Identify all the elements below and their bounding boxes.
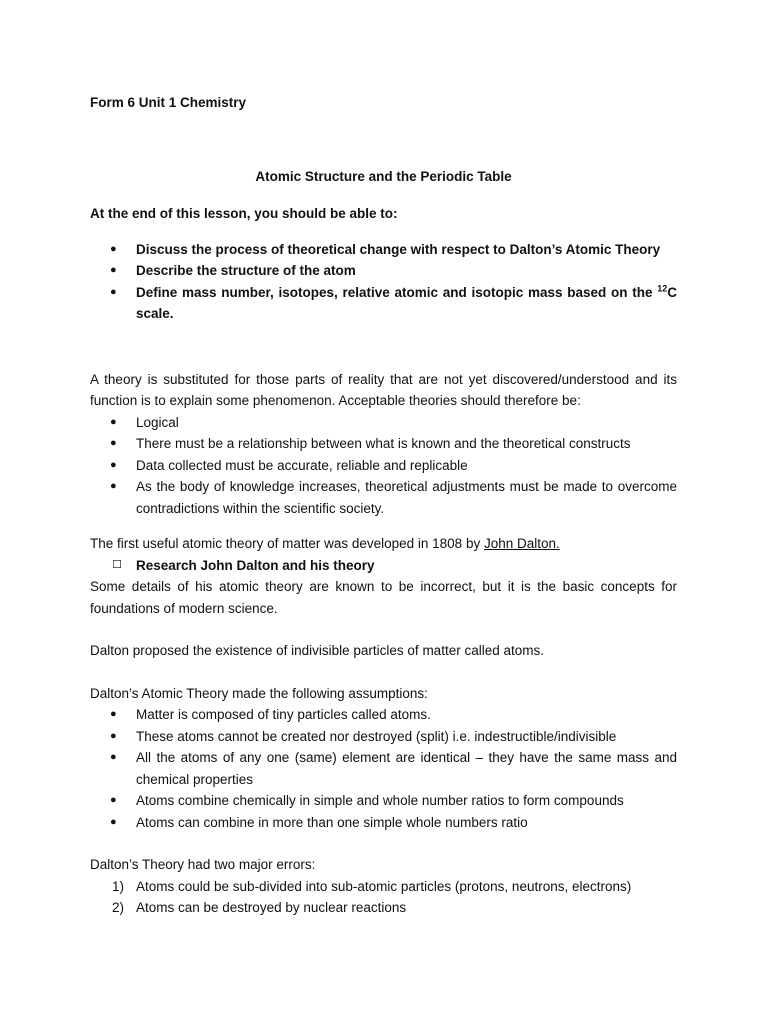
bullet-icon: ● [110,458,117,471]
errors-intro: Dalton’s Theory had two major errors: [90,857,316,872]
checkbox-icon: ☐ [112,558,122,571]
bullet-icon: ● [110,415,117,428]
errors-list [90,876,677,919]
bullet-icon: ● [110,242,117,255]
john-dalton-link[interactable]: John Dalton. [483,536,560,551]
assumptions-list [90,704,677,833]
bullet-icon: ● [110,815,117,828]
theory-paragraph: A theory is substituted for those parts of reality that are not yet discovered/understood and its function is to explain some phenomenon. Acceptable theories should therefore be: [90,371,677,408]
research-task: ☐ Research John Dalton and his theory [90,555,677,577]
theory-list [90,412,677,520]
list-item: ● Atoms combine chemically in simple and whole number ratios to form compounds [90,790,677,812]
objectives-intro: At the end of this lesson, you should be able to: [90,206,398,221]
bullet-icon: ● [110,264,117,276]
document-title: Atomic Structure and the Periodic Table [255,168,512,184]
bullet-icon: ● [110,285,117,298]
assumptions-intro: Dalton’s Atomic Theory made the following assumptions: [90,685,428,701]
some-details-paragraph: Some details of his atomic theory are known to be incorrect, but it is the basic concepts for foundations of modern science. [90,579,677,616]
list-item: ● Data collected must be accurate, reliable and replicable [90,455,677,477]
objectives-list [90,239,677,325]
list-item: ● Discuss the process of theoretical change with respect to Dalton’s Atomic Theory [90,239,677,261]
list-item: 1) Atoms could be sub-divided into sub-atomic particles (protons, neutrons, electrons) [112,878,632,894]
list-item: ● Define mass number, isotopes, relative atomic and isotopic mass based on the $^{12}$C scale. [110,283,677,321]
list-item: ● Logical [90,412,677,434]
list-item: 2) Atoms can be destroyed by nuclear reactions [112,900,407,915]
document-content [90,92,677,919]
list-item: ● There must be a relationship between what is known and the theoretical constructs [90,433,677,455]
bullet-icon: ● [110,751,117,763]
dalton-first-paragraph: The first useful atomic theory of matter was developed in 1808 by John Dalton. [90,536,560,551]
bullet-icon: ● [110,708,117,720]
superscript-12: 12 [657,283,668,293]
bullet-icon: ● [110,729,117,742]
list-item: ● Matter is composed of tiny particles called atoms. [90,704,677,726]
list-item: ● All the atoms of any one (same) element are identical – they have the same mass and chemical properties [90,747,677,790]
list-item: ● Atoms can combine in more than one simple whole numbers ratio [90,812,677,834]
dalton-proposed-paragraph: Dalton proposed the existence of indivisible particles of matter called atoms. [90,643,544,658]
bullet-icon: ● [110,794,117,806]
bullet-icon: ● [110,437,117,449]
document-header: Form 6 Unit 1 Chemistry [90,95,247,110]
list-item: ● These atoms cannot be created nor destroyed (split) i.e. indestructible/indivisible [90,726,677,748]
list-item: ● Describe the structure of the atom [90,260,677,282]
bullet-icon: ● [110,480,117,492]
list-item: ● As the body of knowledge increases, theoretical adjustments must be made to overcome contradictions within the scientific society. [90,476,677,519]
